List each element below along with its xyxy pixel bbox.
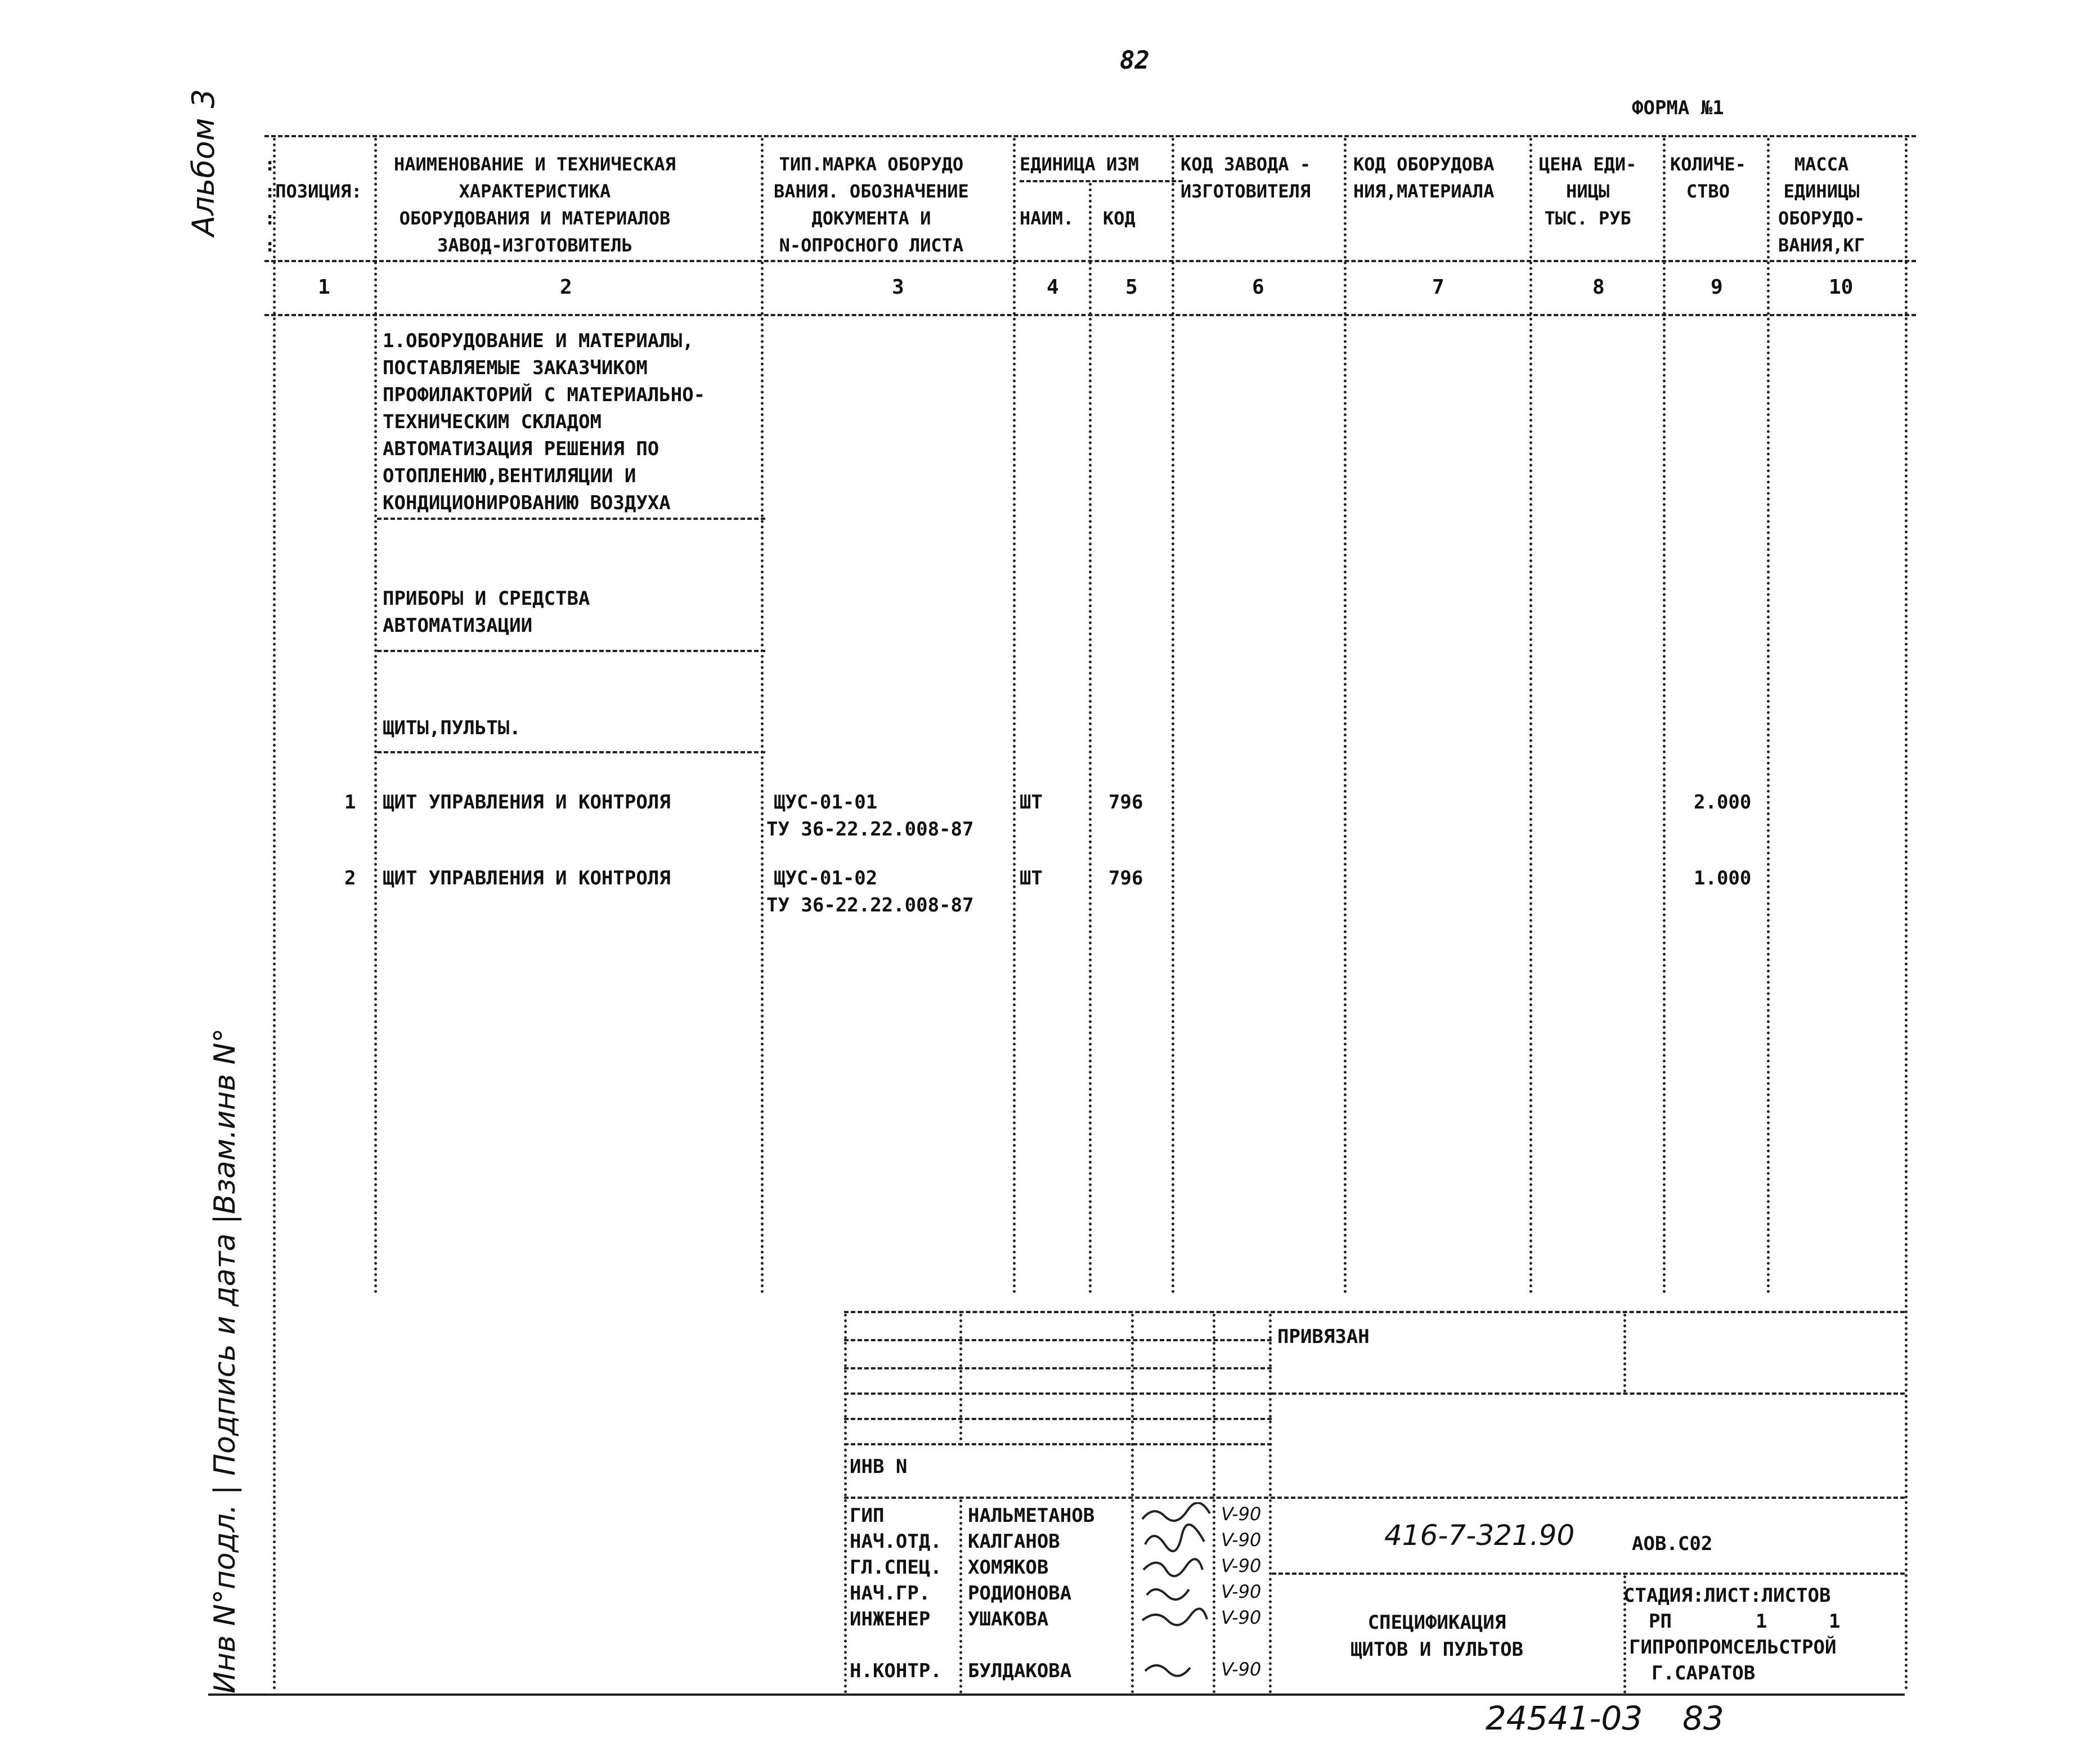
signature-scribbles xyxy=(1137,1502,1213,1682)
city: Г.САРАТОВ xyxy=(1652,1662,1756,1684)
privyazan-label: ПРИВЯЗАН xyxy=(1277,1326,1370,1348)
col-divider-1 xyxy=(374,138,377,1294)
tb-rule xyxy=(844,1392,1272,1395)
tb-divider xyxy=(959,1499,962,1693)
role: НАЧ.ОТД. xyxy=(850,1530,942,1553)
stage: РП xyxy=(1649,1610,1672,1633)
row-position: 1 xyxy=(344,791,356,814)
tb-divider xyxy=(959,1314,962,1446)
col-divider-4 xyxy=(1089,183,1092,1294)
page-number: 82 xyxy=(1120,46,1150,75)
row-name: ЩИТ УПРАВЛЕНИЯ И КОНТРОЛЯ xyxy=(383,791,671,814)
side-stamp: Инв N°подл. | Подпись и дата |Взам.инв N° xyxy=(208,1028,242,1693)
footer-page: 83 xyxy=(1682,1699,1724,1737)
tb-divider xyxy=(844,1314,847,1693)
col-divider-6 xyxy=(1344,138,1347,1294)
sheet-number: 1 xyxy=(1756,1610,1767,1633)
col-divider-2 xyxy=(761,138,764,1294)
row-quantity: 2.000 xyxy=(1694,791,1752,814)
row-type: ЩУС-01-02 xyxy=(774,867,878,890)
col-number: 5 xyxy=(1125,276,1138,299)
header-unit: ЕДИНИЦА ИЗМ xyxy=(1020,154,1139,175)
col-number: 3 xyxy=(892,276,904,299)
col-divider-9 xyxy=(1767,138,1770,1294)
header-quantity: КОЛИЧЕ- СТВО xyxy=(1670,154,1746,202)
date: V-90 xyxy=(1221,1503,1262,1525)
col-number: 1 xyxy=(318,276,330,299)
role: ИНЖЕНЕР xyxy=(850,1608,931,1630)
date: V-90 xyxy=(1221,1555,1262,1576)
unit-split-rule xyxy=(1020,180,1183,182)
tb-rule xyxy=(844,1339,1272,1341)
name: УШАКОВА xyxy=(968,1608,1049,1630)
header-unit-price: ЦЕНА ЕДИ- НИЦЫ ТЫС. РУБ xyxy=(1539,154,1637,229)
row-name: ЩИТ УПРАВЛЕНИЯ И КОНТРОЛЯ xyxy=(383,867,671,890)
sheet-code: АОВ.С02 xyxy=(1632,1533,1713,1555)
col-number: 9 xyxy=(1711,276,1723,299)
name: ХОМЯКОВ xyxy=(968,1556,1049,1579)
col-divider-5 xyxy=(1172,138,1174,1294)
row-code: 796 xyxy=(1109,867,1143,890)
row-doc: ТУ 36-22.22.008-87 xyxy=(766,894,974,917)
tb-divider xyxy=(1131,1314,1134,1693)
col-divider-7 xyxy=(1529,138,1532,1294)
row-unit: ШТ xyxy=(1020,867,1043,890)
section-heading: ЩИТЫ,ПУЛЬТЫ. xyxy=(383,717,521,739)
tb-rule xyxy=(1272,1573,1905,1575)
tb-rule xyxy=(844,1443,1272,1445)
col-number: 10 xyxy=(1829,276,1854,299)
header-mass: МАССА ЕДИНИЦЫ ОБОРУДО- ВАНИЯ,КГ xyxy=(1778,154,1865,256)
date: V-90 xyxy=(1221,1529,1262,1551)
header-unit-code: КОД xyxy=(1103,208,1136,229)
col-divider-8 xyxy=(1663,138,1666,1294)
header-position: : :ПОЗИЦИЯ: : : xyxy=(264,154,362,256)
form-label: ФОРМА №1 xyxy=(1632,97,1724,119)
section-rule-3 xyxy=(377,751,765,753)
project-code: 416-7-321.90 xyxy=(1384,1519,1575,1552)
role: ГИП xyxy=(850,1504,885,1527)
date: V-90 xyxy=(1221,1607,1262,1628)
col-number: 8 xyxy=(1592,276,1605,299)
col-divider-left xyxy=(273,138,276,1691)
name: РОДИОНОВА xyxy=(968,1582,1072,1605)
section-heading: ПРИБОРЫ И СРЕДСТВА АВТОМАТИЗАЦИИ xyxy=(383,587,590,637)
col-divider-3 xyxy=(1013,138,1016,1294)
stage-header: СТАДИЯ:ЛИСТ:ЛИСТОВ xyxy=(1623,1584,1831,1607)
sheets-total: 1 xyxy=(1829,1610,1841,1633)
col-number: 7 xyxy=(1432,276,1444,299)
row-quantity: 1.000 xyxy=(1694,867,1752,890)
row-type: ЩУС-01-01 xyxy=(774,791,878,814)
row-code: 796 xyxy=(1109,791,1143,814)
tb-bottom xyxy=(208,1693,1905,1696)
tb-rule xyxy=(844,1418,1272,1420)
album-label: Альбом 3 xyxy=(186,89,221,236)
col-divider-right xyxy=(1905,138,1908,1691)
col-number: 2 xyxy=(560,276,572,299)
role: Н.КОНТР. xyxy=(850,1660,942,1682)
col-number: 6 xyxy=(1252,276,1264,299)
date: V-90 xyxy=(1221,1659,1262,1680)
role: ГЛ.СПЕЦ. xyxy=(850,1556,942,1579)
section-rule-2 xyxy=(377,650,765,652)
date: V-90 xyxy=(1221,1581,1262,1602)
header-unit-name: НАИМ. xyxy=(1020,208,1074,229)
name: КАЛГАНОВ xyxy=(968,1530,1060,1553)
name: НАЛЬМЕТАНОВ xyxy=(968,1504,1095,1527)
header-factory-code: КОД ЗАВОДА - ИЗГОТОВИТЕЛЯ xyxy=(1181,154,1311,202)
header-name: НАИМЕНОВАНИЕ И ТЕХНИЧЕСКАЯ ХАРАКТЕРИСТИКА ОБОРУДОВАНИЯ И МАТЕРИАЛОВ ЗАВОД-ИЗГОТОВИТЕЛЬ xyxy=(394,154,676,256)
section-heading: 1.ОБОРУДОВАНИЕ И МАТЕРИАЛЫ, ПОСТАВЛЯЕМЫЕ ЗАКАЗЧИКОМ ПРОФИЛАКТОРИЙ С МАТЕРИАЛЬНО- ТЕХНИЧЕСКИМ СКЛАДОМ АВТОМАТИЗАЦИЯ РЕШЕНИЯ ПО ОТОПЛЕНИЮ,ВЕНТИЛЯЦИИ И КОНДИЦИОНИРОВАНИЮ ВОЗДУХА xyxy=(383,330,706,514)
col-number: 4 xyxy=(1047,276,1059,299)
inventory-label: ИНВ N xyxy=(850,1455,908,1478)
section-rule-1 xyxy=(377,518,765,520)
name: БУЛДАКОВА xyxy=(968,1660,1072,1682)
header-type: ТИП.МАРКА ОБОРУДО ВАНИЯ. ОБОЗНАЧЕНИЕ ДОКУМЕНТА И N-ОПРОСНОГО ЛИСТА xyxy=(774,154,969,256)
row-unit: ШТ xyxy=(1020,791,1043,814)
table-top-rule xyxy=(264,135,1916,137)
document-title: СПЕЦИФИКАЦИЯ ЩИТОВ И ПУЛЬТОВ xyxy=(1350,1611,1524,1661)
role: НАЧ.ГР. xyxy=(850,1582,931,1605)
tb-rule xyxy=(844,1367,1272,1369)
tb-rule xyxy=(844,1497,1905,1499)
title-block-top xyxy=(844,1311,1905,1313)
row-position: 2 xyxy=(344,867,356,890)
organization: ГИПРОПРОМСЕЛЬСТРОЙ xyxy=(1629,1636,1837,1659)
footer-code: 24541-03 xyxy=(1486,1699,1643,1737)
header-equipment-code: КОД ОБОРУДОВА НИЯ,МАТЕРИАЛА xyxy=(1353,154,1495,202)
row-doc: ТУ 36-22.22.008-87 xyxy=(766,818,974,841)
tb-rule xyxy=(1272,1392,1905,1395)
tb-divider xyxy=(1213,1314,1215,1693)
tb-divider xyxy=(1623,1314,1626,1392)
tb-divider xyxy=(1269,1314,1272,1693)
